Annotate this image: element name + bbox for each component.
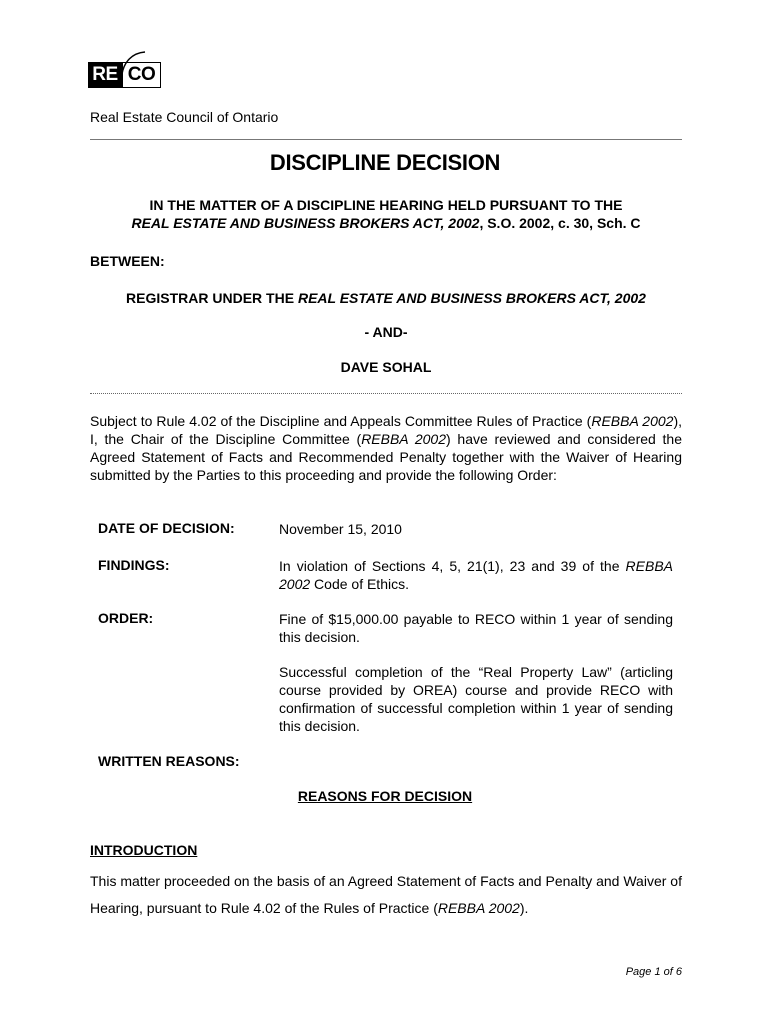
findings-text-2: Code of Ethics.: [310, 576, 409, 592]
registrar-prefix: REGISTRAR UNDER THE: [126, 290, 298, 306]
document-title: DISCIPLINE DECISION: [269, 150, 501, 175]
date-of-decision-value: November 15, 2010: [279, 521, 402, 537]
respondent-name: DAVE SOHAL: [340, 359, 432, 375]
matter-line-1: IN THE MATTER OF A DISCIPLINE HEARING HELD PURSUANT TO THE: [149, 197, 623, 213]
intro-rebba-1: REBBA 2002: [591, 413, 674, 429]
page-number: Page 1 of 6: [625, 966, 682, 978]
organization-name: Real Estate Council of Ontario: [90, 109, 279, 125]
logo-co: CO: [122, 62, 161, 88]
introduction-text-1: This matter proceeded on the basis of an Agreed Statement of Facts and Penalty and Waiver of Hearing, pursuant to Rule 4.02 of the Rules of Practice (: [90, 873, 682, 916]
introduction-text-2: ).: [519, 900, 529, 916]
reco-logo: [88, 50, 164, 92]
intro-text-2: ), I, the Chair of the Discipline Committee (: [90, 413, 682, 447]
order-label: ORDER:: [98, 610, 154, 626]
registrar-act-name: REAL ESTATE AND BUSINESS BROKERS ACT, 2002: [297, 290, 646, 306]
intro-text-1: Subject to Rule 4.02 of the Discipline and Appeals Committee Rules of Practice (: [90, 413, 592, 429]
date-of-decision-label: DATE OF DECISION:: [98, 520, 235, 536]
findings-value: [279, 557, 673, 593]
matter-act-citation: , S.O. 2002, c. 30, Sch. C: [479, 215, 641, 231]
introduction-paragraph: [90, 868, 682, 922]
reasons-heading: REASONS FOR DECISION: [297, 788, 473, 804]
intro-paragraph: [90, 412, 682, 484]
intro-text-3: ) have reviewed and considered the Agreed Statement of Facts and Recommended Penalty together with the Waiver of Hearing submitted by the Parties to this proceeding and provide the following Order:: [90, 431, 683, 483]
parties-divider: [90, 393, 682, 394]
findings-rebba: REBBA 2002: [279, 558, 673, 592]
findings-label: FINDINGS:: [98, 557, 170, 573]
logo-re: RE: [88, 62, 122, 88]
header-divider: [90, 139, 682, 140]
order-course: Successful completion of the “Real Property Law” (articling course provided by OREA) course and provide RECO with confirmation of successful completion within 1 year of sending this decision.: [279, 664, 673, 734]
introduction-rebba: REBBA 2002: [437, 900, 520, 916]
intro-rebba-2: REBBA 2002: [361, 431, 447, 447]
and-separator: - AND-: [364, 324, 408, 340]
introduction-heading: INTRODUCTION: [90, 842, 198, 858]
order-fine: Fine of $15,000.00 payable to RECO within 1 year of sending this decision.: [279, 611, 673, 645]
matter-act-name: REAL ESTATE AND BUSINESS BROKERS ACT, 2002: [131, 215, 480, 231]
findings-text-1: In violation of Sections 4, 5, 21(1), 23 and 39 of the: [279, 558, 626, 574]
written-reasons-label: WRITTEN REASONS:: [98, 753, 240, 769]
matter-line-2: [90, 215, 682, 231]
between-label: BETWEEN:: [90, 253, 165, 269]
registrar-line: [90, 290, 682, 306]
